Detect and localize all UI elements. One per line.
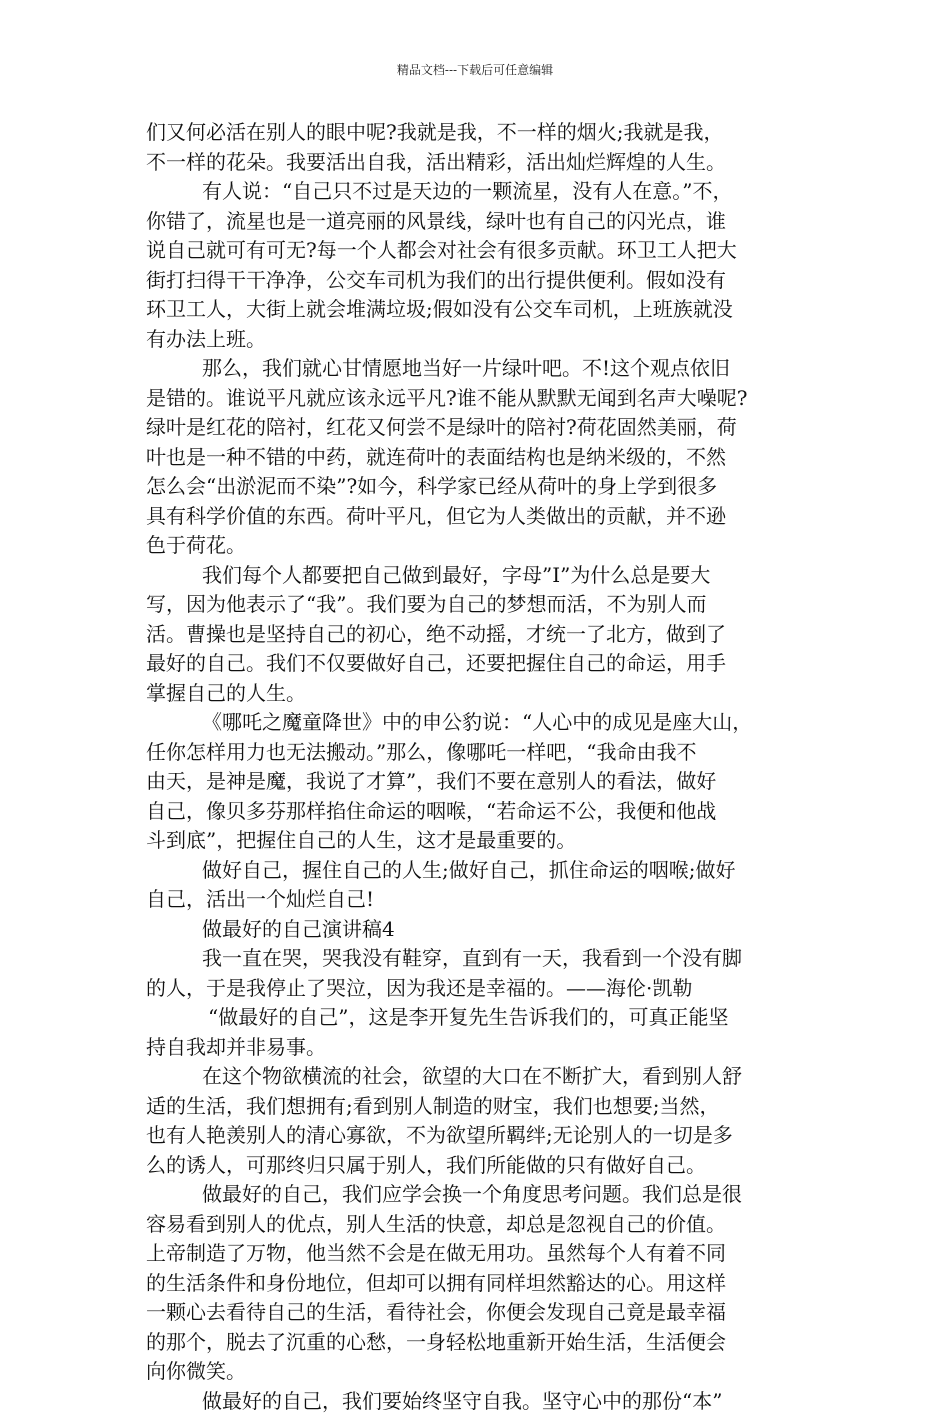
- text-line: 自己，像贝多芬那样掐住命运的咽喉，“若命运不公，我便和他战: [146, 797, 816, 827]
- text-line: 做最好的自己，我们要始终坚守自我。坚守心中的那份“本”: [146, 1387, 816, 1416]
- text-line: 写，因为他表示了“我”。我们要为自己的梦想而活，不为别人而: [146, 590, 816, 620]
- text-line: 一颗心去看待自己的生活，看待社会，你便会发现自己竟是最幸福: [146, 1298, 816, 1328]
- text-line: 适的生活，我们想拥有;看到别人制造的财宝，我们也想要;当然，: [146, 1092, 816, 1122]
- text-line: 持自我却并非易事。: [146, 1033, 816, 1063]
- text-line: 容易看到别人的优点，别人生活的快意，却总是忽视自己的价值。: [146, 1210, 816, 1240]
- text-line: 我一直在哭，哭我没有鞋穿，直到有一天，我看到一个没有脚: [146, 944, 816, 974]
- text-line: 掌握自己的人生。: [146, 679, 816, 709]
- text-line: 在这个物欲横流的社会，欲望的大口在不断扩大，看到别人舒: [146, 1062, 816, 1092]
- text-line: 也有人艳羡别人的清心寡欲，不为欲望所羁绊;无论别人的一切是多: [146, 1121, 816, 1151]
- text-line: 有办法上班。: [146, 325, 816, 355]
- text-line: 你错了，流星也是一道亮丽的风景线，绿叶也有自己的闪光点，谁: [146, 207, 816, 237]
- text-line: 我们每个人都要把自己做到最好，字母”I”为什么总是要大: [146, 561, 816, 591]
- page-header: 精品文档---下载后可任意编辑: [0, 62, 950, 78]
- text-line: 做最好的自己演讲稿4: [146, 915, 816, 945]
- text-line: 做最好的自己，我们应学会换一个角度思考问题。我们总是很: [146, 1180, 816, 1210]
- text-line: 街打扫得干干净净，公交车司机为我们的出行提供便利。假如没有: [146, 266, 816, 296]
- text-line: 说自己就可有可无?每一个人都会对社会有很多贡献。环卫工人把大: [146, 236, 816, 266]
- text-line: 自己，活出一个灿烂自己!: [146, 885, 816, 915]
- text-line: 做好自己，握住自己的人生;做好自己，抓住命运的咽喉;做好: [146, 856, 816, 886]
- text-line: 有人说：“自己只不过是天边的一颗流星，没有人在意。”不，: [146, 177, 816, 207]
- text-line: 的生活条件和身份地位，但却可以拥有同样坦然豁达的心。用这样: [146, 1269, 816, 1299]
- text-line: 么的诱人，可那终归只属于别人，我们所能做的只有做好自己。: [146, 1151, 816, 1181]
- text-line: 绿叶是红花的陪衬，红花又何尝不是绿叶的陪衬?荷花固然美丽，荷: [146, 413, 816, 443]
- text-line: 那么，我们就心甘情愿地当好一片绿叶吧。不!这个观点依旧: [146, 354, 816, 384]
- document-body: [146, 118, 816, 1416]
- text-line: 上帝制造了万物，他当然不会是在做无用功。虽然每个人有着不同: [146, 1239, 816, 1269]
- text-line: “做最好的自己”，这是李开复先生告诉我们的，可真正能坚: [146, 1003, 816, 1033]
- text-line: 《哪吒之魔童降世》中的申公豹说：“人心中的成见是座大山，: [146, 708, 816, 738]
- text-line: 的那个，脱去了沉重的心愁，一身轻松地重新开始生活，生活便会: [146, 1328, 816, 1358]
- text-line: 不一样的花朵。我要活出自我，活出精彩，活出灿烂辉煌的人生。: [146, 148, 816, 178]
- text-line: 们又何必活在别人的眼中呢?我就是我，不一样的烟火;我就是我，: [146, 118, 816, 148]
- text-line: 色于荷花。: [146, 531, 816, 561]
- text-line: 是错的。谁说平凡就应该永远平凡?谁不能从默默无闻到名声大噪呢?: [146, 384, 816, 414]
- text-line: 的人，于是我停止了哭泣，因为我还是幸福的。——海伦·凯勒: [146, 974, 816, 1004]
- text-line: 叶也是一种不错的中药，就连荷叶的表面结构也是纳米级的，不然: [146, 443, 816, 473]
- text-line: 任你怎样用力也无法搬动。”那么，像哪吒一样吧，“我命由我不: [146, 738, 816, 768]
- text-line: 向你微笑。: [146, 1357, 816, 1387]
- text-line: 活。曹操也是坚持自己的初心，绝不动摇，才统一了北方，做到了: [146, 620, 816, 650]
- text-line: 环卫工人，大街上就会堆满垃圾;假如没有公交车司机，上班族就没: [146, 295, 816, 325]
- text-line: 由天，是神是魔，我说了才算”，我们不要在意别人的看法，做好: [146, 767, 816, 797]
- text-line: 具有科学价值的东西。荷叶平凡，但它为人类做出的贡献，并不逊: [146, 502, 816, 532]
- text-line: 怎么会“出淤泥而不染”?如今，科学家已经从荷叶的身上学到很多: [146, 472, 816, 502]
- text-line: 最好的自己。我们不仅要做好自己，还要把握住自己的命运，用手: [146, 649, 816, 679]
- text-line: 斗到底”，把握住自己的人生，这才是最重要的。: [146, 826, 816, 856]
